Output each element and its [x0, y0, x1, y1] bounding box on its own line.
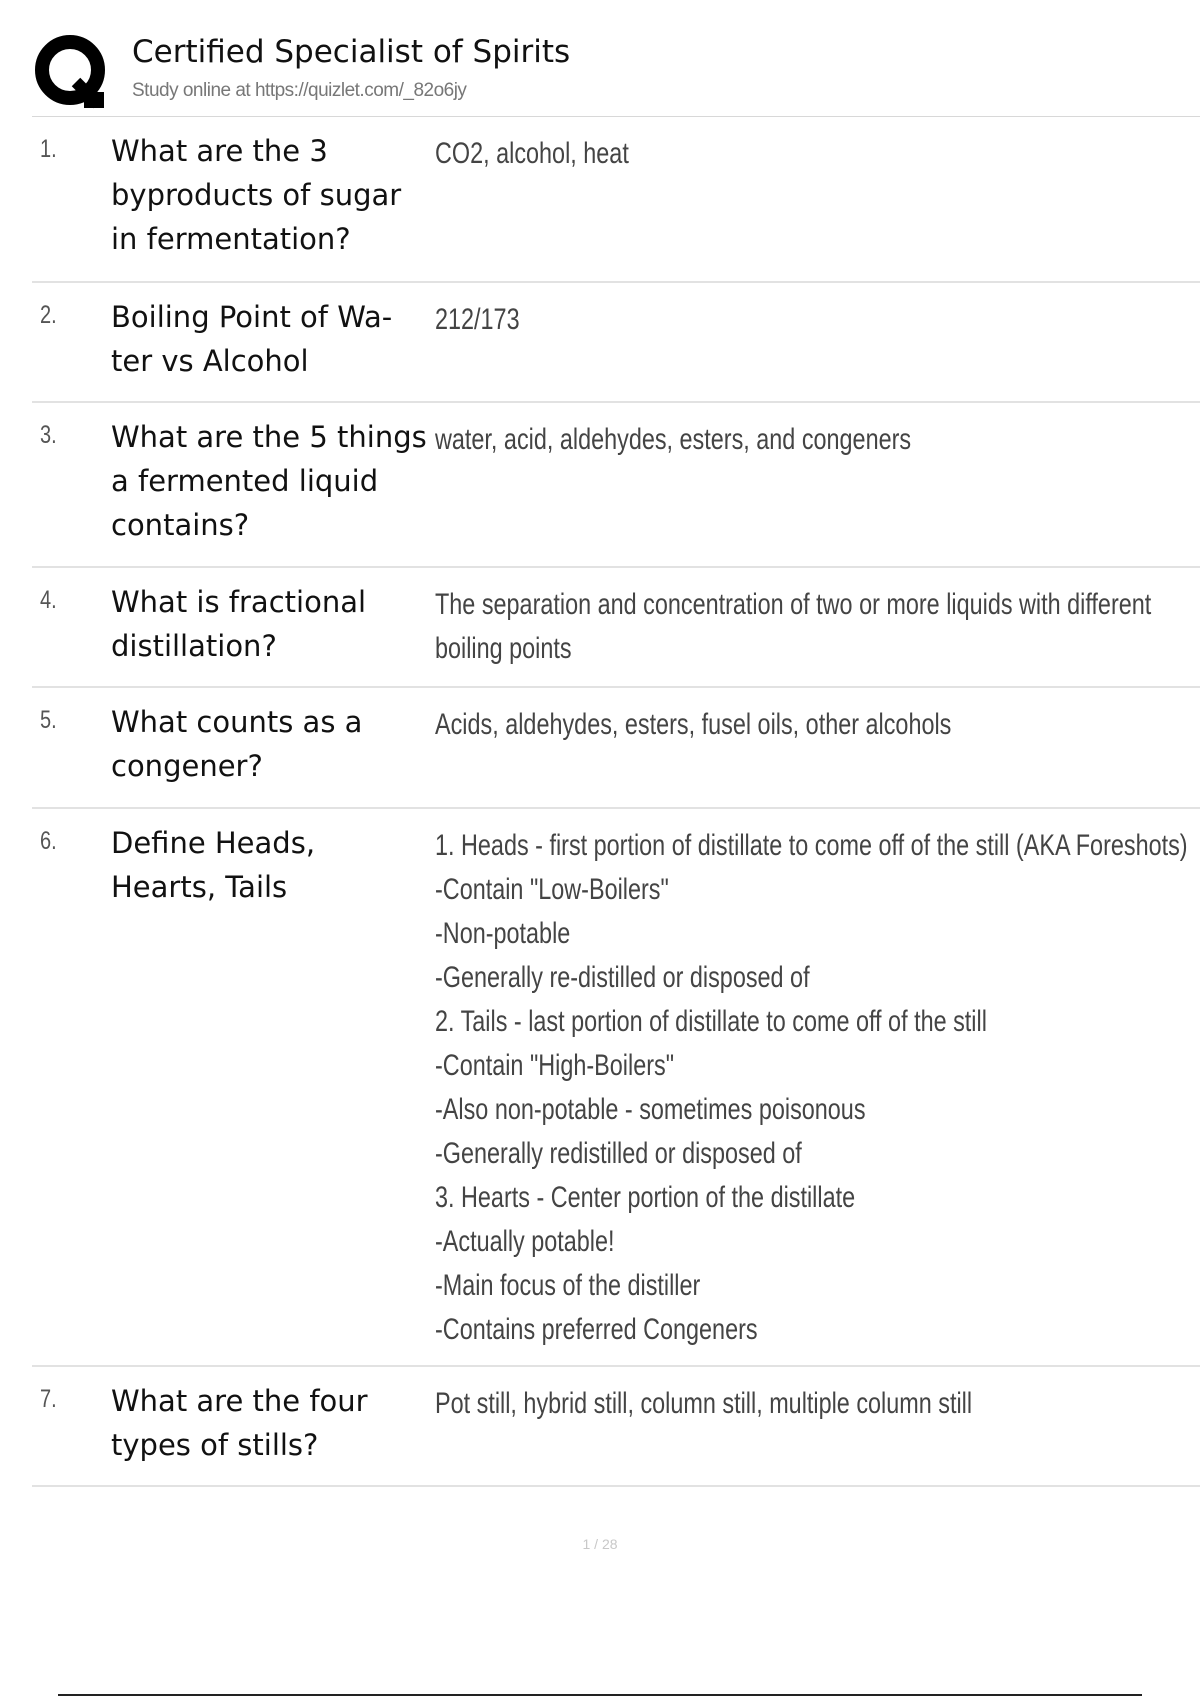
- definition-line: water, acid, aldehydes, esters, and congeners: [435, 423, 912, 456]
- flashcard-list: [32, 117, 1200, 1487]
- card-number: 6.: [40, 827, 57, 855]
- card-definition: [435, 1382, 1137, 1426]
- document-title: Certified Specialist of Spirits: [132, 34, 571, 70]
- quizlet-logo-icon: [32, 32, 112, 112]
- definition-line: boiling points: [435, 632, 572, 665]
- definition-line: 212/173: [435, 303, 520, 336]
- card-definition: [435, 132, 1137, 176]
- definition-line: The separation and concentration of two or more liquids with different: [435, 588, 1152, 621]
- definition-line: -Contain "Low-Boilers": [435, 873, 669, 906]
- card-number: 7.: [40, 1385, 57, 1413]
- card-definition: [435, 583, 1152, 671]
- flashcard-row: [32, 568, 1200, 688]
- study-online-link-text: Study online at https://quizlet.com/_82o6jy: [132, 80, 467, 101]
- definition-line: -Generally re-distilled or disposed of: [435, 961, 810, 994]
- card-term: What are the four types of stills?: [111, 1384, 368, 1462]
- card-term: Boiling Point of Wa-ter vs Alcohol: [111, 300, 393, 378]
- definition-line: -Main focus of the distiller: [435, 1269, 701, 1302]
- card-term: What is fractional distillation?: [111, 585, 367, 663]
- card-number: 4.: [40, 586, 57, 614]
- definition-line: 1. Heads - first portion of distillate to come off of the still (AKA Foreshots): [435, 829, 1188, 862]
- flashcard-row: [32, 283, 1200, 403]
- definition-line: -Contain "High-Boilers": [435, 1049, 675, 1082]
- definition-line: -Actually potable!: [435, 1225, 615, 1258]
- definition-line: 3. Hearts - Center portion of the distillate: [435, 1181, 856, 1214]
- page-indicator: 1 / 28: [582, 1536, 618, 1552]
- definition-line: -Also non-potable - sometimes poisonous: [435, 1093, 866, 1126]
- definition-line: -Generally redistilled or disposed of: [435, 1137, 802, 1170]
- card-definition: [435, 298, 1137, 342]
- flashcard-row: [32, 809, 1200, 1367]
- card-number: 3.: [40, 421, 57, 449]
- definition-line: CO2, alcohol, heat: [435, 137, 629, 170]
- definition-line: -Non-potable: [435, 917, 571, 950]
- document-header: [32, 28, 1200, 117]
- definition-line: Pot still, hybrid still, column still, multiple column still: [435, 1387, 973, 1420]
- card-term: Define Heads, Hearts, Tails: [111, 826, 316, 904]
- card-number: 1.: [40, 135, 57, 163]
- card-definition: [435, 703, 1137, 747]
- definition-line: -Contains preferred Congeners: [435, 1313, 758, 1346]
- card-number: 5.: [40, 706, 57, 734]
- card-definition: [435, 418, 1137, 462]
- card-term: What are the 3 byproducts of sugar in fermentation?: [111, 134, 402, 256]
- definition-line: 2. Tails - last portion of distillate to come off of the still: [435, 1005, 987, 1038]
- card-definition: [435, 824, 1188, 1352]
- page-bottom-divider: [58, 1694, 1142, 1696]
- definition-line: Acids, aldehydes, esters, fusel oils, other alcohols: [435, 708, 952, 741]
- card-number: 2.: [40, 301, 57, 329]
- flashcard-row: [32, 1367, 1200, 1487]
- card-term: What counts as a congener?: [111, 705, 363, 783]
- card-term: What are the 5 things a fermented liquid contains?: [111, 420, 427, 542]
- flashcard-row: [32, 117, 1200, 283]
- flashcard-row: [32, 688, 1200, 809]
- flashcard-row: [32, 403, 1200, 568]
